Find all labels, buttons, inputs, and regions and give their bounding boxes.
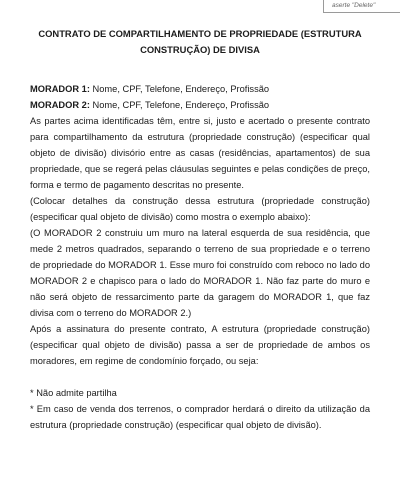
party-line-morador-2 [30,97,370,113]
comment-note-text: aserte "Delete" [332,2,376,9]
document-body [30,26,370,433]
instruction-paragraph: (Colocar detalhes da construção dessa estrutura (propriedade construção) (especificar qual objeto de divisão) como mostra o exemplo abaixo): [30,196,370,222]
example-paragraph: (O MORADOR 2 construiu um muro na lateral esquerda de sua residência, que mede 2 metros quadrados, separando o terreno de sua propriedade e o terreno de propriedade do MORADOR 1. Esse muro foi construído com reboco no lado do MORADOR 2 e chapisco para o lado do MORADOR 1. Não faz parte do muro e não será objeto de ressarcimento parte da garagem do MORADOR 1, que faz divisa com o terreno do MORADOR 2.) [30,228,370,318]
comment-note [323,0,400,13]
ownership-paragraph: Após a assinatura do presente contrato, A estrutura (propriedade construção) (especificar qual objeto de divisão) passa a ser de propriedade de ambos os moradores, em regime de condomínio forçado, ou seja: [30,324,370,366]
party-line-morador-1 [30,81,370,97]
intro-paragraph: As partes acima identificadas têm, entre si, justo e acertado o presente contrato para compartilhamento da estrutura (propriedade construção) (especificar qual objeto de divisão) divisório entre as casas (residências, apartamentos) de sua propriedade, que se regerá pelas cláusulas seguintes e pelas condições de preço, forma e termo de pagamento descritas no presente. [30,116,370,190]
party-details: Nome, CPF, Telefone, Endereço, Profissão [92,100,270,110]
parties-section [30,81,370,113]
document-title: CONTRATO DE COMPARTILHAMENTO DE PROPRIEDADE (ESTRUTURA CONSTRUÇÃO) DE DIVISA [38,28,362,55]
party-details: Nome, CPF, Telefone, Endereço, Profissão [92,84,270,94]
party-label: MORADOR 1: [30,84,90,94]
conditions-list [30,385,370,433]
list-item: * Em caso de venda dos terrenos, o comprador herdará o direito da utilização da estrutura (propriedade construção) (especificar qual objeto de divisão). [30,404,370,430]
list-item: * Não admite partilha [30,388,117,398]
party-label: MORADOR 2: [30,100,90,110]
